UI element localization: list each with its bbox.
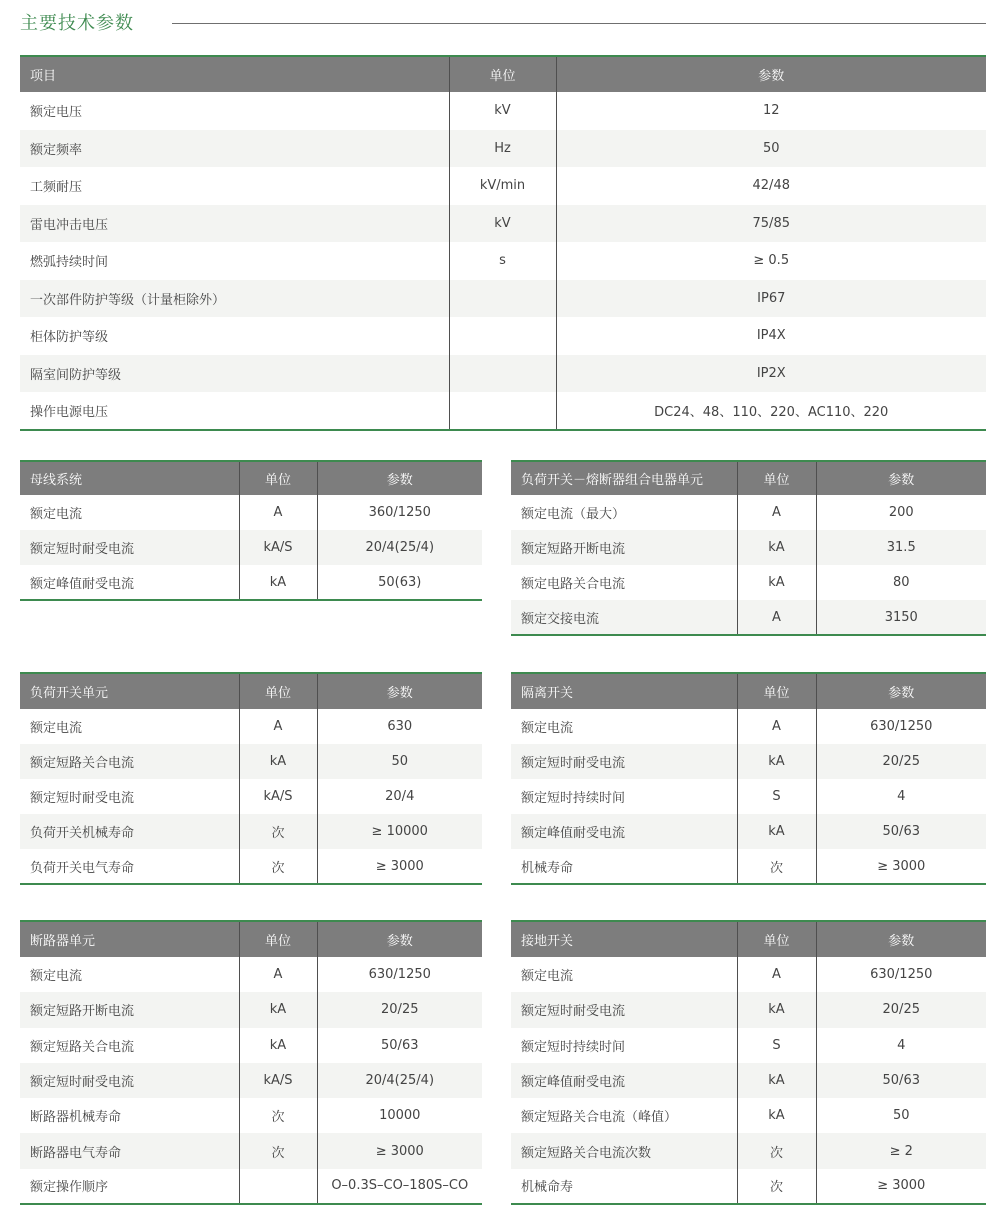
param-unit: 次 — [239, 849, 317, 884]
table-row — [511, 957, 986, 992]
table-row — [20, 205, 986, 243]
param-unit — [449, 355, 556, 393]
table-row — [20, 242, 986, 280]
table-row — [20, 1169, 482, 1204]
param-value: 360/1250 — [317, 495, 482, 530]
param-name: 额定短路关合电流 — [20, 744, 239, 779]
param-name: 燃弧持续时间 — [30, 255, 109, 271]
param-name: 额定短时耐受电流 — [20, 530, 239, 565]
param-unit: kA/S — [239, 1063, 317, 1098]
table-row — [511, 709, 986, 744]
table-row — [20, 709, 482, 744]
col-header-unit: 单位 — [737, 673, 816, 709]
param-unit — [239, 1169, 317, 1204]
table-row — [20, 1098, 482, 1133]
col-header-value: 参数 — [317, 921, 482, 957]
table-row — [511, 530, 986, 565]
param-value: 20/4(25/4) — [317, 530, 482, 565]
table-row — [20, 317, 986, 355]
param-unit — [449, 280, 556, 318]
col-header-item: 断路器单元 — [20, 921, 239, 957]
param-value: 20/25 — [816, 992, 986, 1027]
param-name: 额定短时耐受电流 — [511, 992, 737, 1027]
param-name: 额定峰值耐受电流 — [20, 565, 239, 600]
param-unit: A — [239, 709, 317, 744]
table-row — [20, 565, 482, 600]
table-row — [20, 392, 986, 430]
param-unit: 次 — [737, 849, 816, 884]
busbar-table — [20, 460, 482, 601]
param-value: ≥ 3000 — [317, 849, 482, 884]
param-value: 50(63) — [317, 565, 482, 600]
param-value: 31.5 — [816, 530, 986, 565]
param-unit: kA/S — [239, 779, 317, 814]
param-unit: kA — [737, 814, 816, 849]
param-value: 200 — [816, 495, 986, 530]
param-name: 额定操作顺序 — [20, 1169, 239, 1204]
param-unit: kA — [737, 530, 816, 565]
param-name: 额定短路关合电流 — [30, 1039, 135, 1055]
param-value: IP2X — [556, 355, 986, 393]
param-name: 额定电流 — [521, 721, 574, 736]
col-header-unit: 单位 — [737, 461, 816, 495]
param-value: 4 — [816, 779, 986, 814]
table-row — [20, 849, 482, 884]
param-value: O–0.3S–CO–180S–CO — [317, 1169, 482, 1204]
param-value: 50/63 — [317, 1028, 482, 1063]
param-unit: A — [737, 957, 816, 992]
table-row — [511, 1063, 986, 1098]
param-value: 12 — [556, 92, 986, 130]
table-row — [511, 1169, 986, 1204]
table-row — [511, 814, 986, 849]
param-unit: kV — [449, 92, 556, 130]
param-name: 额定峰值耐受电流 — [511, 814, 737, 849]
breaker-table — [20, 920, 482, 1205]
table-row — [20, 957, 482, 992]
param-value: 630/1250 — [816, 709, 986, 744]
param-name: 额定频率 — [20, 130, 449, 168]
table-row — [20, 495, 482, 530]
col-header-unit: 单位 — [737, 921, 816, 957]
param-value: 630/1250 — [317, 957, 482, 992]
col-header-item: 接地开关 — [511, 921, 737, 957]
param-value: ≥ 0.5 — [556, 242, 986, 280]
main-spec-table — [20, 55, 986, 431]
param-unit: s — [449, 242, 556, 280]
param-unit: A — [737, 495, 816, 530]
page-title: 主要技术参数 — [20, 13, 134, 34]
col-header-value: 参数 — [317, 673, 482, 709]
param-name: 负荷开关电气寿命 — [20, 849, 239, 884]
param-value: 10000 — [317, 1098, 482, 1133]
param-unit: kA — [239, 1028, 317, 1063]
col-header-item: 项目 — [20, 56, 449, 92]
param-name: 额定短时持续时间 — [521, 1039, 626, 1055]
param-unit — [449, 317, 556, 355]
param-name: 断路器电气寿命 — [20, 1133, 239, 1168]
title-divider — [172, 23, 986, 24]
param-value: ≥ 3000 — [816, 1169, 986, 1204]
param-unit: 次 — [239, 1098, 317, 1133]
param-value: ≥ 2 — [816, 1133, 986, 1168]
section-header — [20, 10, 986, 38]
param-name: 额定短时持续时间 — [521, 791, 626, 806]
table-row — [20, 1133, 482, 1168]
table-row — [20, 1028, 482, 1063]
param-name: 断路器机械寿命 — [30, 1110, 122, 1126]
param-value: IP67 — [556, 280, 986, 318]
col-header-value: 参数 — [816, 673, 986, 709]
param-unit: kA — [737, 992, 816, 1027]
param-unit: 次 — [737, 1133, 816, 1168]
col-header-item: 母线系统 — [20, 461, 239, 495]
table-row — [511, 1133, 986, 1168]
param-value: 20/25 — [317, 992, 482, 1027]
table-row — [511, 744, 986, 779]
param-value: 630 — [317, 709, 482, 744]
param-unit: 次 — [239, 814, 317, 849]
param-unit: A — [239, 957, 317, 992]
table-row — [511, 600, 986, 635]
param-unit: kA — [239, 992, 317, 1027]
col-header-unit: 单位 — [239, 673, 317, 709]
table-row — [20, 779, 482, 814]
param-name: 机械寿命 — [511, 849, 737, 884]
param-unit: kA — [737, 1098, 816, 1133]
param-unit: kV/min — [449, 167, 556, 205]
param-name: 额定短时耐受电流 — [30, 791, 135, 806]
param-value: 50/63 — [816, 1063, 986, 1098]
param-unit: kA — [239, 744, 317, 779]
disconnector-table — [511, 672, 986, 885]
param-unit: 次 — [239, 1133, 317, 1168]
table-row — [20, 355, 986, 393]
param-value: 50 — [556, 130, 986, 168]
param-name: 隔室间防护等级 — [20, 355, 449, 393]
param-name: 额定电流（最大） — [521, 507, 626, 522]
param-value: 42/48 — [556, 167, 986, 205]
param-value: DC24、48、110、220、AC110、220 — [556, 392, 986, 430]
param-value: 20/25 — [816, 744, 986, 779]
param-name: 额定电路关合电流 — [521, 577, 626, 592]
param-name: 额定交接电流 — [511, 600, 737, 635]
param-unit — [449, 392, 556, 430]
param-name: 负荷开关机械寿命 — [20, 814, 239, 849]
table-row — [20, 530, 482, 565]
param-unit: kA/S — [239, 530, 317, 565]
table-row — [20, 744, 482, 779]
param-value: 50 — [317, 744, 482, 779]
table-row — [511, 565, 986, 600]
param-unit: A — [239, 495, 317, 530]
param-name: 额定短时耐受电流 — [511, 744, 737, 779]
param-name: 额定短时耐受电流 — [20, 1063, 239, 1098]
param-value: 20/4 — [317, 779, 482, 814]
earthing-switch-table — [511, 920, 986, 1205]
col-header-unit: 单位 — [239, 921, 317, 957]
param-unit: kA — [737, 1063, 816, 1098]
table-row — [20, 280, 986, 318]
col-header-value: 参数 — [317, 461, 482, 495]
param-unit: kA — [239, 565, 317, 600]
col-header-item: 负荷开关－熔断器组合电器单元 — [511, 461, 737, 495]
table-row — [511, 849, 986, 884]
param-name: 额定短路关合电流（峰值） — [521, 1110, 678, 1126]
col-header-item: 负荷开关单元 — [20, 673, 239, 709]
param-unit: Hz — [449, 130, 556, 168]
param-value: 3150 — [816, 600, 986, 635]
param-name: 雷电冲击电压 — [20, 205, 449, 243]
param-name: 额定峰值耐受电流 — [511, 1063, 737, 1098]
param-name: 额定短路开断电流 — [20, 992, 239, 1027]
param-value: 630/1250 — [816, 957, 986, 992]
param-value: ≥ 10000 — [317, 814, 482, 849]
col-header-item: 隔离开关 — [511, 673, 737, 709]
param-value: 75/85 — [556, 205, 986, 243]
param-name: 操作电源电压 — [20, 392, 449, 430]
param-name: 额定短路关合电流次数 — [511, 1133, 737, 1168]
param-name: 额定电流 — [521, 969, 574, 985]
load-switch-table — [20, 672, 482, 885]
col-header-unit: 单位 — [239, 461, 317, 495]
param-name: 额定短路开断电流 — [511, 530, 737, 565]
table-row — [20, 130, 986, 168]
param-name: 额定电压 — [30, 105, 83, 121]
col-header-value: 参数 — [816, 921, 986, 957]
param-unit: 次 — [737, 1169, 816, 1204]
table-row — [511, 1028, 986, 1063]
table-row — [20, 814, 482, 849]
param-name: 额定电流 — [30, 507, 83, 522]
param-value: ≥ 3000 — [816, 849, 986, 884]
table-row — [511, 1098, 986, 1133]
param-value: 20/4(25/4) — [317, 1063, 482, 1098]
param-unit: kV — [449, 205, 556, 243]
table-row — [511, 992, 986, 1027]
param-name: 工频耐压 — [30, 180, 83, 196]
col-header-unit: 单位 — [449, 56, 556, 92]
table-row — [20, 167, 986, 205]
param-name: 一次部件防护等级（计量柜除外） — [20, 280, 449, 318]
param-unit: kA — [737, 744, 816, 779]
fuse-combination-table — [511, 460, 986, 636]
table-row — [20, 92, 986, 130]
param-name: 机械命寿 — [511, 1169, 737, 1204]
param-unit: S — [737, 779, 816, 814]
param-value: ≥ 3000 — [317, 1133, 482, 1168]
table-row — [20, 992, 482, 1027]
param-unit: A — [737, 600, 816, 635]
param-value: 50/63 — [816, 814, 986, 849]
param-value: 4 — [816, 1028, 986, 1063]
table-row — [511, 495, 986, 530]
param-name: 额定电流 — [30, 969, 83, 985]
col-header-value: 参数 — [556, 56, 986, 92]
param-name: 额定电流 — [30, 721, 83, 736]
param-name: 柜体防护等级 — [30, 330, 109, 346]
param-value: IP4X — [556, 317, 986, 355]
param-value: 80 — [816, 565, 986, 600]
param-value: 50 — [816, 1098, 986, 1133]
param-unit: S — [737, 1028, 816, 1063]
table-row — [20, 1063, 482, 1098]
param-unit: kA — [737, 565, 816, 600]
col-header-value: 参数 — [816, 461, 986, 495]
param-unit: A — [737, 709, 816, 744]
table-row — [511, 779, 986, 814]
